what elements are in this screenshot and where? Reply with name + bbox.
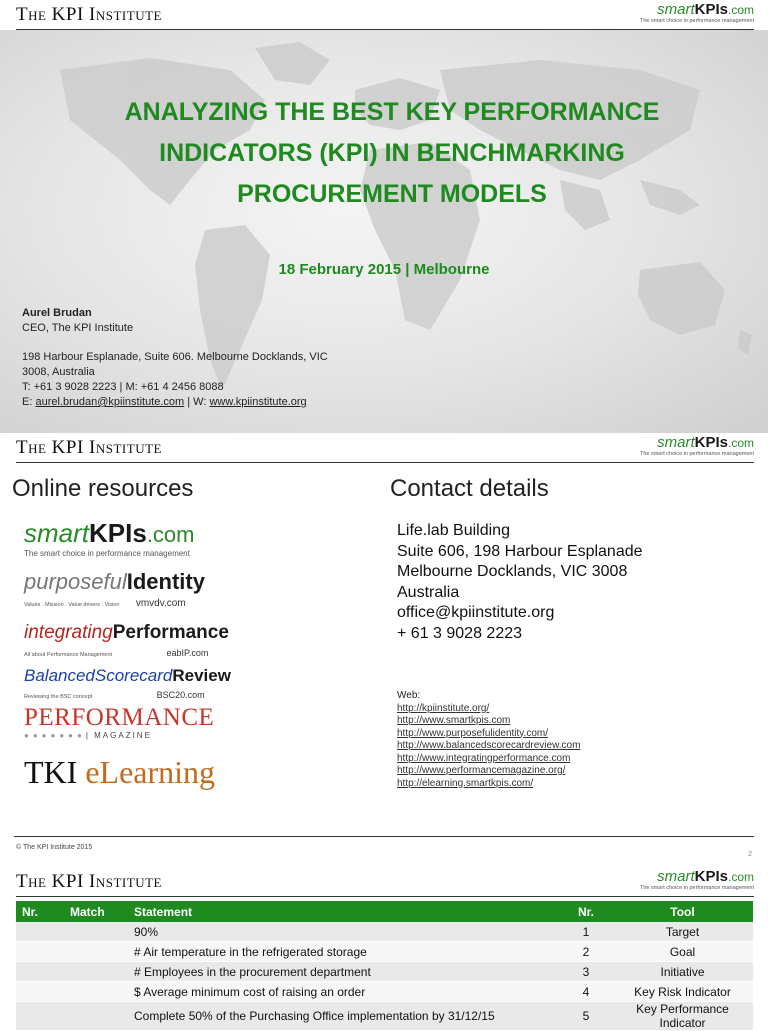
logo-domain: .com	[727, 3, 754, 17]
logo-tagline: The smart choice in performance management	[639, 451, 754, 457]
web-label: Web:	[397, 690, 421, 701]
author-role: CEO, The KPI Institute	[22, 322, 134, 334]
cell-nr	[16, 942, 64, 962]
col-nr: Nr.	[16, 901, 64, 922]
cell-nr2: 1	[560, 922, 612, 942]
presentation-title: ANALYZING THE BEST KEY PERFORMANCE INDICATORS (KPI) IN BENCHMARKING PROCUREMENT MODELS	[124, 98, 660, 208]
cell-match[interactable]	[64, 922, 128, 942]
smartkpis-resource-logo[interactable]	[24, 519, 195, 558]
institute-name: The KPI Institute	[16, 4, 162, 25]
cell-statement: $ Average minimum cost of raising an order	[128, 982, 560, 1002]
resources-slide	[0, 433, 768, 863]
logo-italic: smart	[657, 1, 695, 18]
bsc-review-logo[interactable]	[24, 667, 231, 703]
cell-nr2: 4	[560, 982, 612, 1002]
smartkpis-tag: The smart choice in performance management	[24, 549, 190, 558]
logo-bold: KPIs	[694, 434, 728, 451]
table-row	[16, 962, 753, 982]
cell-tool: Key Performance Indicator	[612, 1002, 753, 1031]
presentation-date: 18 February 2015 | Melbourne	[278, 261, 490, 278]
logo-domain: .com	[727, 870, 754, 884]
logo-domain: .com	[727, 436, 754, 450]
cell-nr	[16, 982, 64, 1002]
contact-line: Life.lab Building	[397, 522, 510, 539]
web-link[interactable]: http://www.purposefulidentity.com/	[397, 727, 548, 739]
cell-nr	[16, 922, 64, 942]
purposeful-sub: Values . Mission . Value drivers . Vision	[24, 602, 120, 608]
cell-tool: Key Risk Indicator	[612, 982, 753, 1002]
web-prefix: | W:	[184, 396, 210, 408]
perfmag-main: PERFORMANCE	[24, 704, 215, 731]
logo-bold: KPIs	[694, 868, 728, 885]
web-link[interactable]: http://elearning.smartkpis.com/	[397, 777, 534, 789]
author-address-line2: 3008, Australia	[22, 366, 95, 378]
smartkpis-domain: .com	[146, 522, 195, 547]
web-link[interactable]: http://www.smartkpis.com	[397, 715, 511, 726]
tki-elearning-logo[interactable]	[24, 755, 215, 789]
slide-header	[0, 433, 768, 463]
contact-email[interactable]: office@kpiinstitute.org	[397, 604, 555, 621]
author-email-link[interactable]: aurel.brudan@kpiinstitute.com	[35, 396, 185, 408]
table-row	[16, 922, 753, 942]
author-web-link[interactable]: www.kpiinstitute.org	[209, 396, 307, 408]
header-rule	[16, 896, 754, 897]
integrating-bold: Performance	[112, 622, 229, 643]
page-number: 2	[748, 851, 752, 858]
bsc-sub: Reviewing the BSC concept	[24, 694, 93, 700]
table-header-row	[16, 901, 753, 922]
contact-line: Melbourne Docklands, VIC 3008	[397, 563, 628, 580]
web-link[interactable]: http://www.integratingperformance.com	[397, 752, 571, 764]
bsc-domain: BSC20.com	[156, 690, 205, 700]
author-email-line	[22, 395, 328, 410]
contact-line: Suite 606, 198 Harbour Esplanade	[397, 542, 643, 560]
header-rule	[16, 462, 754, 463]
logo-tagline: The smart choice in performance management	[639, 885, 754, 891]
bsc-blue: BalancedScorecard	[24, 666, 173, 685]
email-prefix: E:	[22, 396, 36, 408]
cell-tool: Initiative	[612, 962, 753, 982]
institute-name: The KPI Institute	[16, 437, 162, 458]
cell-match[interactable]	[64, 1002, 128, 1031]
table-row	[16, 942, 753, 962]
cell-statement: 90%	[128, 922, 560, 942]
contact-details-heading: Contact details	[390, 475, 549, 502]
table-row	[16, 982, 753, 1002]
slide-header	[0, 867, 768, 897]
smartkpis-logo	[640, 2, 754, 24]
perfmag-sub: MAGAZINE	[94, 731, 152, 740]
author-block	[22, 306, 328, 410]
author-address-line1: 198 Harbour Esplanade, Suite 606. Melbourne Docklands, VIC	[22, 351, 328, 363]
author-name: Aurel Brudan	[22, 307, 92, 319]
cell-nr2: 2	[560, 942, 612, 962]
title-slide	[0, 0, 768, 433]
logo-tagline: The smart choice in performance management	[639, 18, 754, 24]
integrating-sub: All about Performance Management	[24, 652, 113, 658]
purposeful-light: purposeful	[24, 569, 127, 594]
cell-match[interactable]	[64, 942, 128, 962]
table-row	[16, 1002, 753, 1031]
smartkpis-italic: smart	[24, 518, 89, 548]
kpi-matching-table	[16, 901, 753, 1031]
kpi-matching-slide	[0, 863, 768, 1030]
web-links	[397, 690, 580, 790]
elearning-a: TKI	[24, 754, 78, 790]
integrating-performance-logo[interactable]	[24, 623, 229, 661]
cell-nr2: 5	[560, 1002, 612, 1031]
col-nr2: Nr.	[560, 901, 612, 922]
author-phone: T: +61 3 9028 2223 | M: +61 4 2456 8088	[22, 381, 224, 393]
contact-details	[397, 521, 643, 644]
contact-phone: + 61 3 9028 2223	[397, 624, 523, 642]
cell-tool: Goal	[612, 942, 753, 962]
col-tool: Tool	[612, 901, 753, 922]
cell-match[interactable]	[64, 962, 128, 982]
copyright: © The KPI Institute 2015	[16, 844, 93, 851]
integrating-domain: eabIP.com	[166, 648, 209, 658]
smartkpis-bold: KPIs	[89, 518, 147, 548]
slide-header	[0, 0, 768, 30]
cell-statement: Complete 50% of the Purchasing Office implementation by 31/12/15	[128, 1002, 560, 1031]
institute-name: The KPI Institute	[16, 871, 162, 892]
logo-italic: smart	[657, 434, 695, 451]
perfmag-dots: ●●●●●●●	[24, 731, 86, 740]
purposeful-bold: Identity	[126, 569, 205, 594]
logo-bold: KPIs	[694, 1, 728, 18]
col-match: Match	[64, 901, 128, 922]
cell-nr	[16, 1002, 64, 1031]
web-link[interactable]: http://www.performancemagazine.org/	[397, 765, 566, 776]
footer-rule	[14, 836, 754, 837]
cell-nr	[16, 962, 64, 982]
cell-tool: Target	[612, 922, 753, 942]
web-link[interactable]: http://kpiinstitute.org/	[397, 702, 490, 714]
contact-line: Australia	[397, 583, 460, 601]
cell-statement: # Employees in the procurement department	[128, 962, 560, 982]
smartkpis-logo	[640, 435, 754, 457]
purposeful-identity-logo[interactable]	[24, 571, 205, 611]
smartkpis-logo	[640, 869, 754, 891]
cell-match[interactable]	[64, 982, 128, 1002]
performance-magazine-logo[interactable]: PERFORMANCE ●●●●●●●| MAGAZINE	[24, 704, 215, 740]
col-statement: Statement	[128, 901, 560, 922]
cell-statement: # Air temperature in the refrigerated storage	[128, 942, 560, 962]
online-resources-heading: Online resources	[12, 475, 194, 502]
integrating-light: integrating	[24, 622, 113, 643]
logo-italic: smart	[657, 868, 695, 885]
elearning-b: eLearning	[85, 754, 216, 790]
web-link[interactable]: http://www.balancedscorecardreview.com	[397, 740, 581, 751]
purposeful-domain: vmvdv.com	[135, 598, 186, 609]
cell-nr2: 3	[560, 962, 612, 982]
bsc-bold: Review	[172, 666, 231, 685]
